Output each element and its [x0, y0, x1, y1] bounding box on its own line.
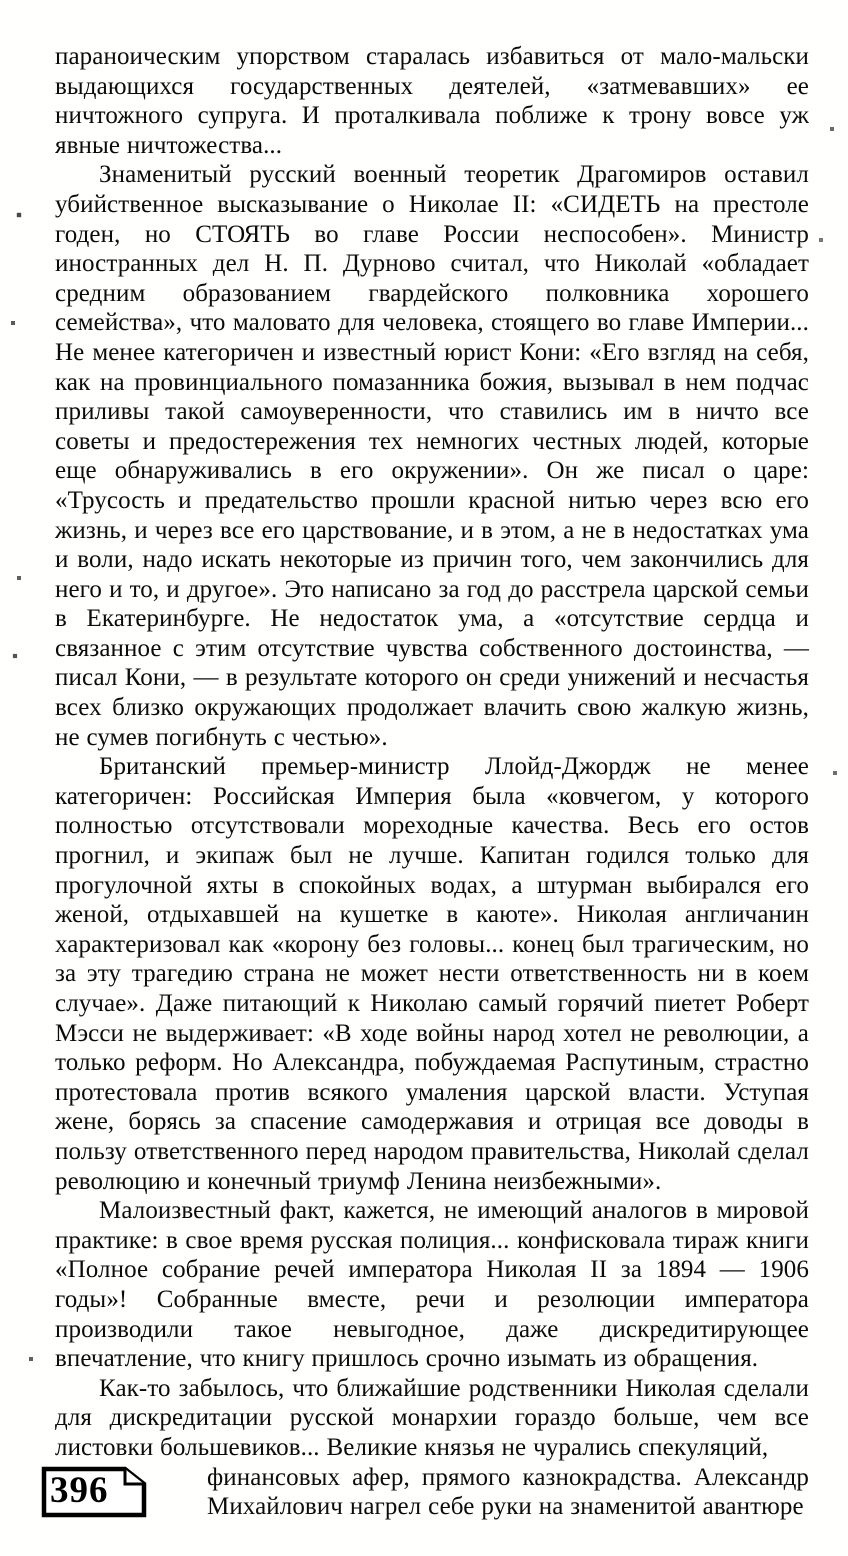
paragraph-5-end: финансовых афер, прямого казнокрадства. Александр Михайлович нагрел себе руки на знаменитой авантюре: [207, 1463, 809, 1521]
scan-speckles: [0, 0, 2, 2]
paragraph-2: Знаменитый русский военный теоретик Драгомиров оставил убийственное высказывание о Николае II: «СИДЕТЬ на престоле годен, но СТОЯТЬ во главе России неспособен». Министр иностранных дел Н. П. Дурново считал, что Николай «обладает средним образованием гвардейского полковника хорошего семейства», что маловато для человека, стоящего во главе Империи... Не менее категоричен и известный юрист Кони: «Его взгляд на себя, как на провинциального помазанника божия, вызывал в нем подчас приливы такой самоуверенности, что ставились им в ничто все советы и предостережения тех немногих честных людей, которые еще обнаруживались в его окружении». Он же писал о царе: «Трусость и предательство прошли красной нитью через всю его жизнь, и через все его царствование, и в этом, а не в недостатках ума и воли, надо искать некоторые из причин того, чем закончились для него и то, и другое». Это написано за год до расстрела царской семьи в Екатеринбурге. Не недостаток ума, а «отсутствие сердца и связанное с этим отсутствие чувства собственного достоинства, — писал Кони, — в результате которого он среди унижений и несчастья всех близко окружающих продолжает влачить свою жалкую жизнь, не сумев погибнуть с честью».: [55, 161, 809, 751]
page-number: 396: [50, 1469, 109, 1511]
paragraph-4: Малоизвестный факт, кажется, не имеющий аналогов в мировой практике: в свое время русская полиция... конфисковала тираж книги «Полное собрание речей императора Николая II за 1894 — 1906 годы»! Собранные вместе, речи и резолюции императора производили такое невыгодное, даже дискредитирующее впечатление, что книгу пришлось срочно изымать из обращения.: [55, 1197, 809, 1373]
page-text: [50, 42, 809, 1522]
last-row: [50, 1463, 809, 1522]
page-number-badge: [41, 1466, 147, 1518]
paragraph-3: Британский премьер-министр Ллойд-Джордж не менее категоричен: Российская Империя была «ковчегом, у которого полностью отсутствовали мореходные качества. Весь его остов прогнил, и экипаж был не лучше. Капитан годился только для прогулочной яхты в спокойных водах, а штурман выбирался его женой, отдыхавшей на кушетке в каюте». Николая англичанин характеризовал как «корону без головы... конец был трагическим, но за эту трагедию страна не может нести ответственность ни в коем случае». Даже питающий к Николаю самый горячий пиетет Роберт Мэсси не выдерживает: «В ходе войны народ хотел не революции, а только реформ. Но Александра, побуждаемая Распутиным, страстно протестовала против всякого умаления царской власти. Уступая жене, борясь за спасение самодержавия и отрицая все доводы в пользу ответственного перед народом правительства, Николай сделал революцию и конечный триумф Ленина неизбежными».: [55, 753, 809, 1195]
paragraph-1: параноическим упорством старалась избавиться от мало-мальски выдающихся государственных деятелей, «затмевавших» ее ничтожного супруга. И проталкивала поближе к трону вовсе уж явные ничтожества...: [55, 43, 809, 159]
paragraph-5-start: Как-то забылось, что ближайшие родственники Николая сделали для дискредитации русской монархии гораздо больше, чем все листовки большевиков... Великие князья не чурались спекуляций,: [55, 1374, 809, 1461]
